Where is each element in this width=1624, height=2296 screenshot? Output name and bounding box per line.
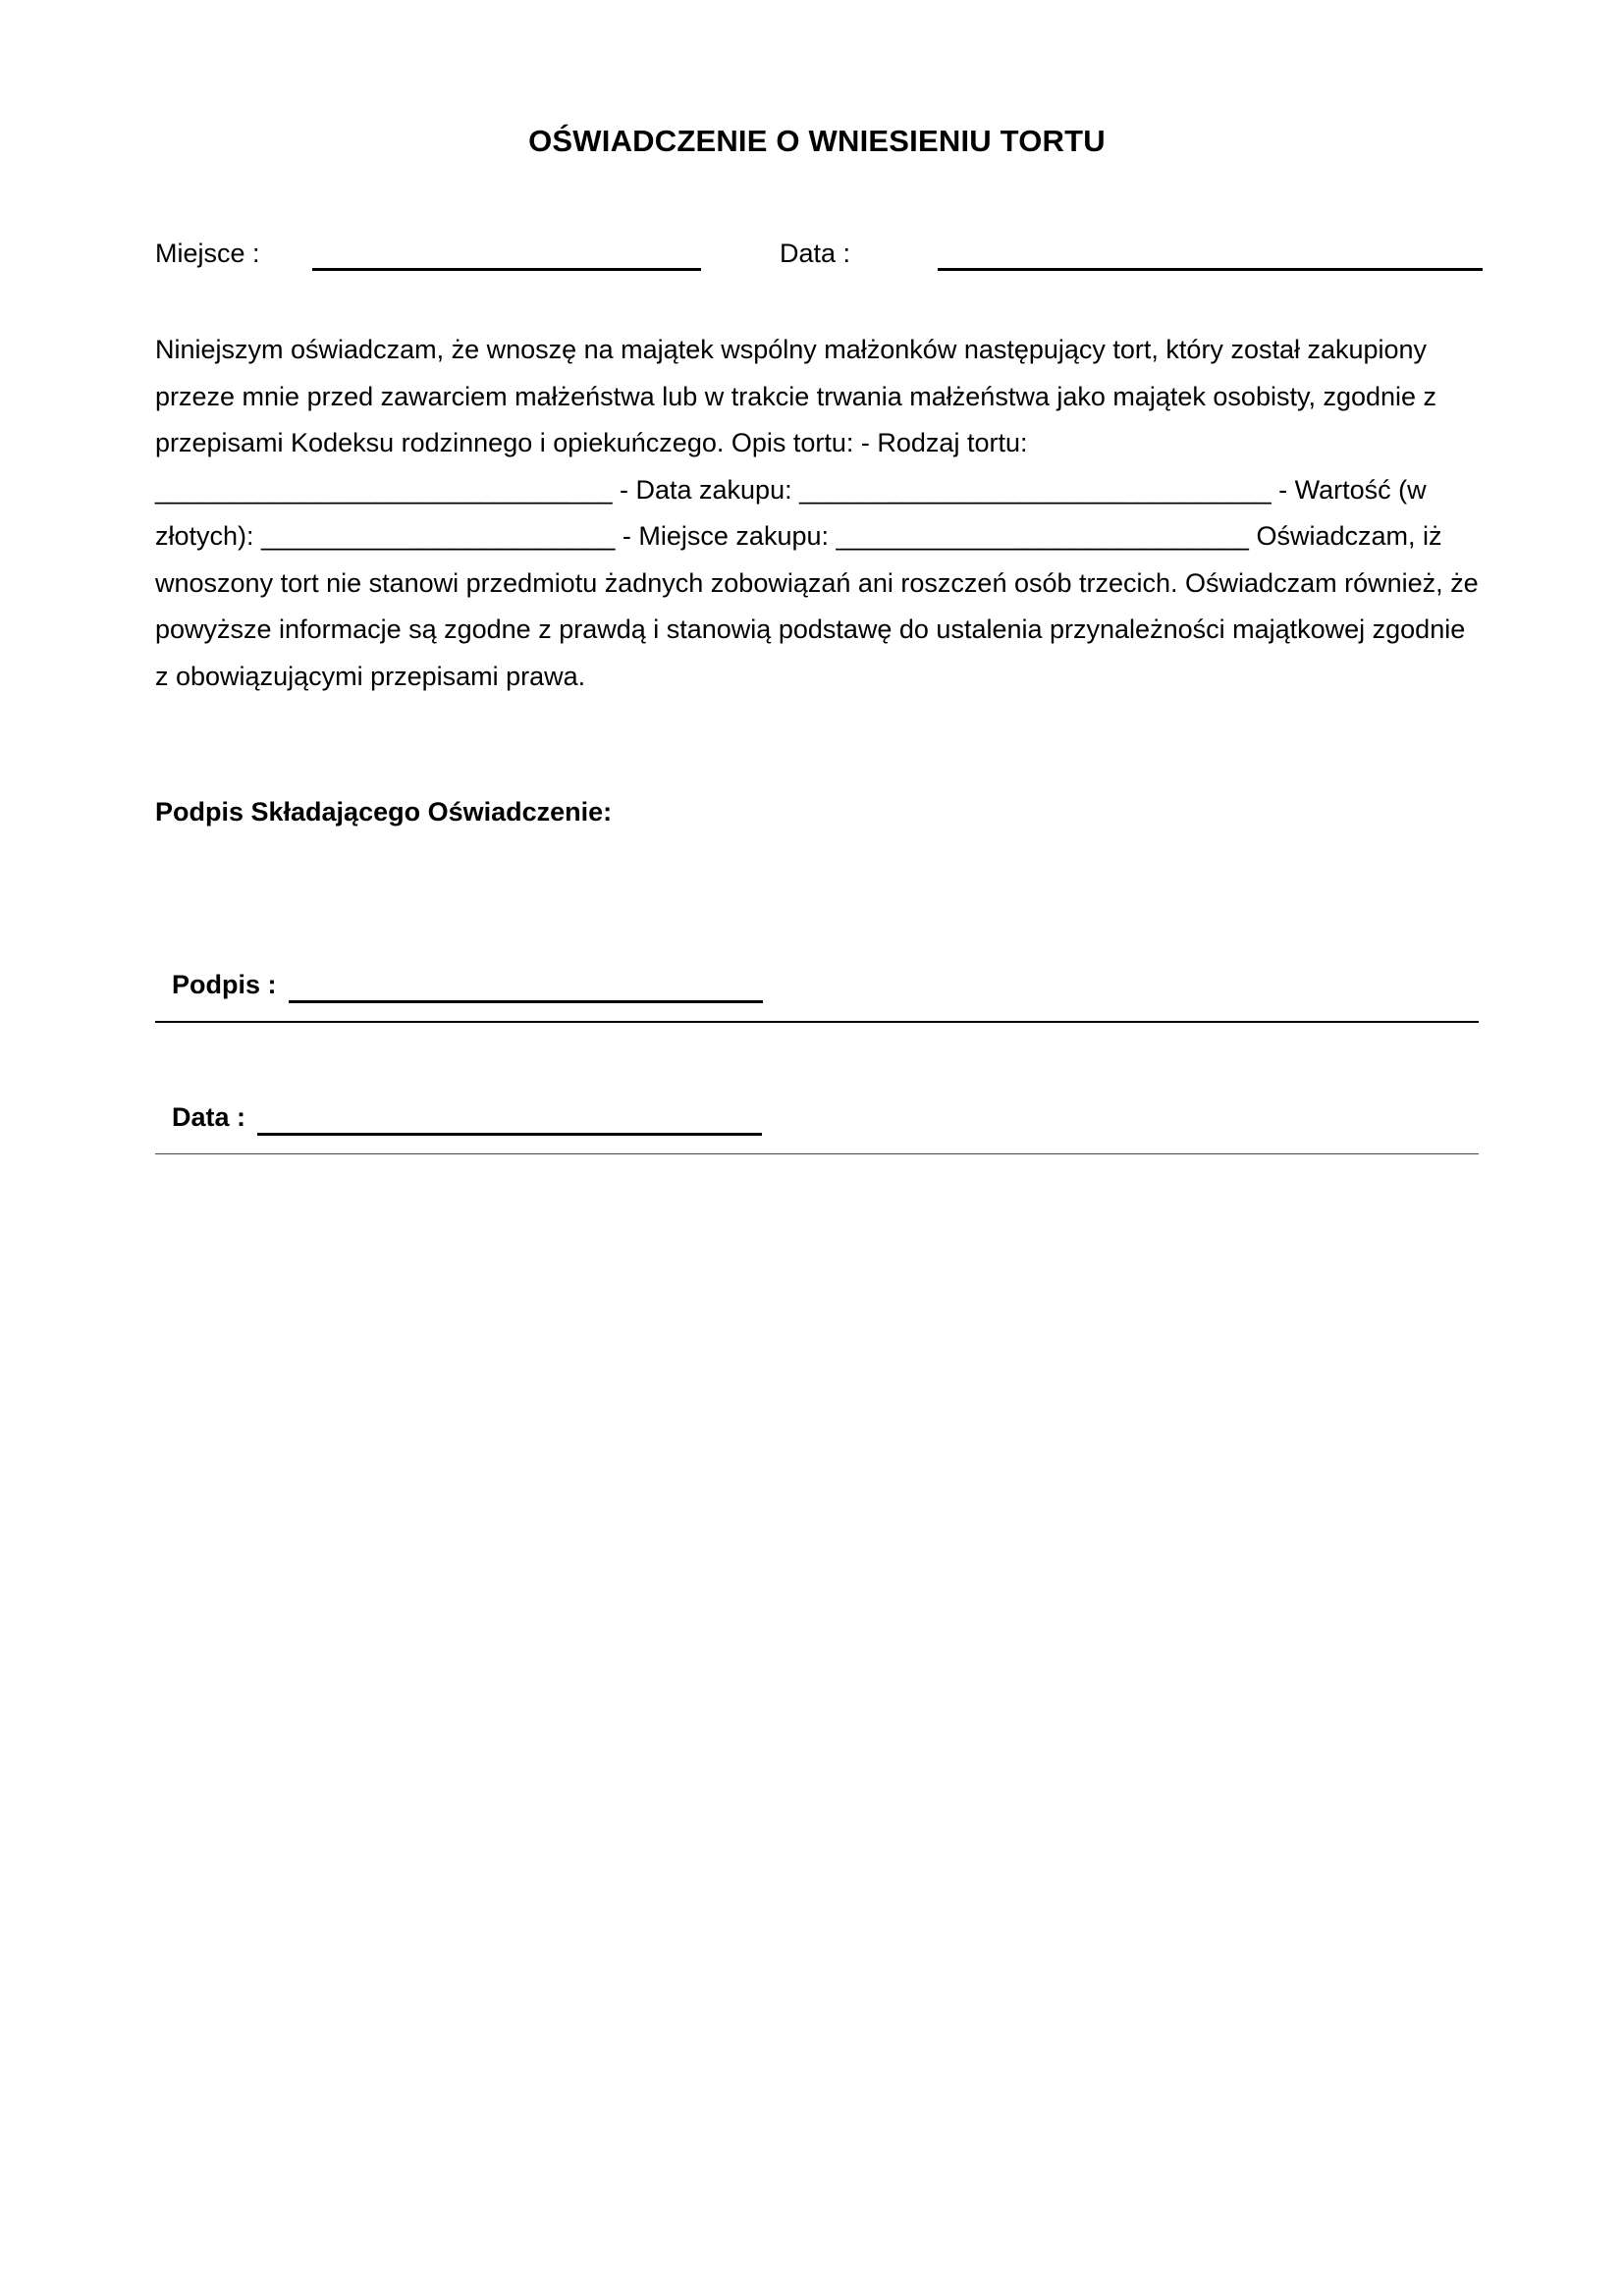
signature-row-divider xyxy=(155,1021,1479,1023)
date-label: Data : xyxy=(780,239,851,268)
declaration-body: Niniejszym oświadczam, że wnoszę na majątek wspólny małżonków następujący tort, który został zakupiony przeze mnie przed zawarciem małżeństwa lub w trakcie trwania małżeństwa jako majątek osobisty, zgodnie z przepisami Kodeksu rodzinnego i opiekuńczego. Opis tortu: - Rodzaj tortu: _______________________________ - Data zakupu: ________________________________ - Wartość (w złotych): ________________________ - Miejsce zakupu: ____________________________ Oświadczam, iż wnoszony tort nie stanowi przedmiotu żadnych zobowiązań ani roszczeń osób trzecich. Oświadczam również, że powyższe informacje są zgodne z prawdą i stanowią podstawę do ustalenia przynależności majątkowej zgodnie z obowiązującymi przepisami prawa. xyxy=(155,335,1479,691)
signature-date-label: Data : xyxy=(172,1102,246,1132)
place-label: Miejsce : xyxy=(155,239,260,268)
document-title: OŚWIADCZENIE O WNIESIENIU TORTU xyxy=(528,124,1106,158)
signature-label: Podpis : xyxy=(172,970,277,999)
signature-section-heading: Podpis Składającego Oświadczenie: xyxy=(155,797,613,827)
signature-field[interactable] xyxy=(289,1000,763,1003)
signature-date-field[interactable] xyxy=(257,1133,762,1136)
signature-date-row-divider xyxy=(155,1153,1479,1154)
place-field[interactable] xyxy=(312,268,701,271)
date-field[interactable] xyxy=(938,268,1483,271)
